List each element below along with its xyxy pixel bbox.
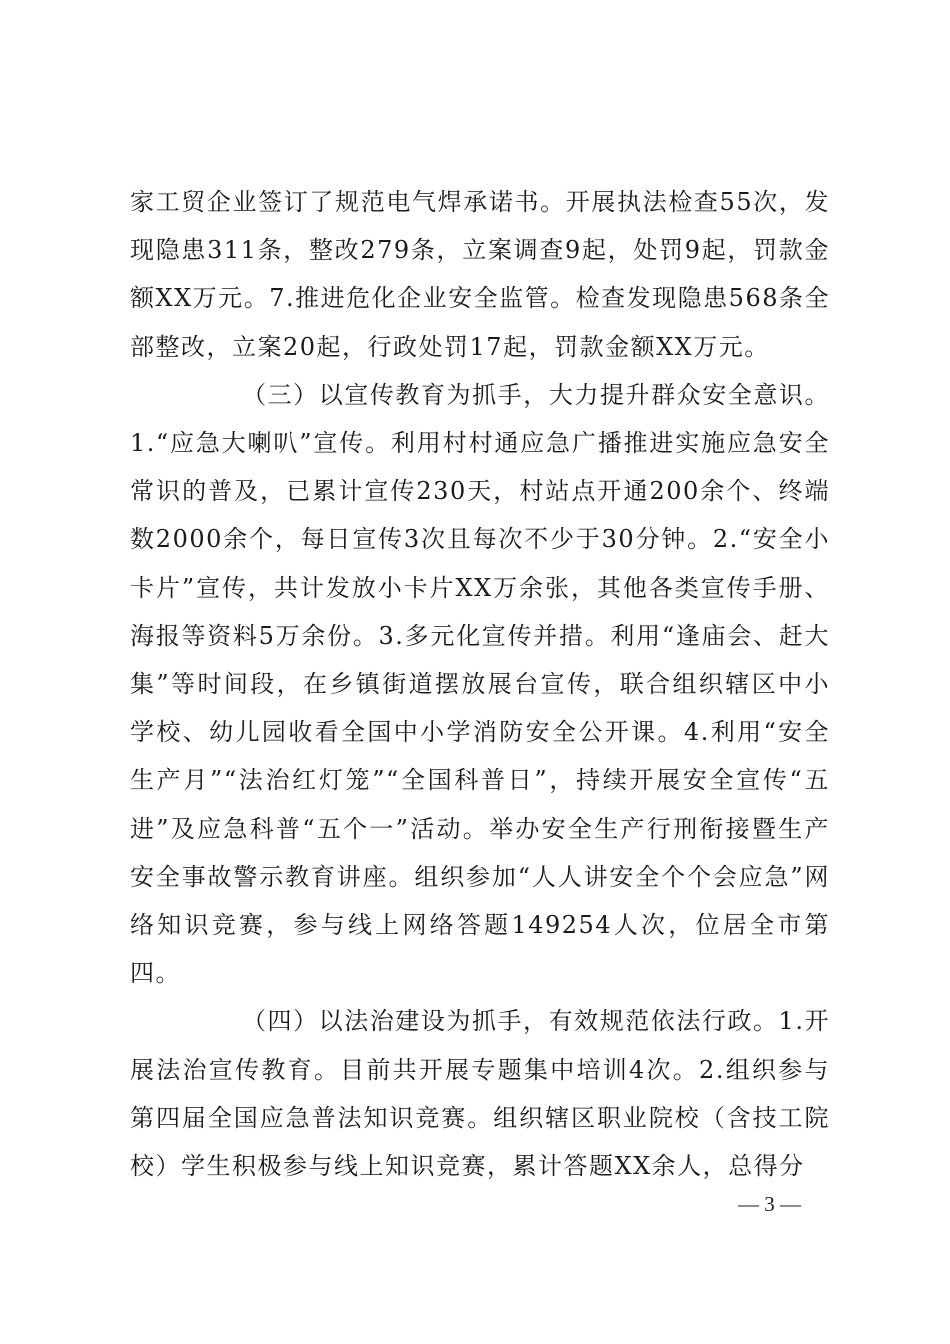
paragraph-text: 1.开展法治宣传教育。目前共开展专题集中培训4次。2.组织参与第四届全国应急普法知识竞赛。组织辖区职业院校（含技工院校）学生积极参与线上知识竞赛，累计答题XX余人，总得分 bbox=[130, 1007, 830, 1181]
paragraph-text: 1.“应急大喇叭”宣传。利用村村通应急广播推进实施应急安全常识的普及，已累计宣传230天，村站点开通200余个、终端数2000余个，每日宣传3次且每次不少于30分钟。2.“安全小卡片”宣传，共计发放小卡片XX万余张，其他各类宣传手册、海报等资料5万余份。3.多元化宣传并措。利用“逢庙会、赶大集”等时间段，在乡镇街道摆放展台宣传，联合组织辖区中小学校、幼儿园收看全国中小学消防安全公开课。4.利用“安全生产月”“法治红灯笼”“全国科普日”，持续开展安全宣传“五进”及应急科普“五个一”活动。举办安全生产行刑衔接暨生产安全事故警示教育讲座。组织参加“人人讲安全个个会应急”网络知识竞赛，参与线上网络答题149254人次，位居全市第四。 bbox=[130, 429, 830, 988]
section-heading-three: （三）以宣传教育为抓手，大力提升群众安全意识。 bbox=[242, 380, 830, 409]
section-heading-four: （四）以法治建设为抓手，有效规范依法行政。 bbox=[242, 1007, 779, 1036]
page-number: — 3 — bbox=[738, 1192, 801, 1216]
paragraph-text: 家工贸企业签订了规范电气焊承诺书。开展执法检查55次，发现隐患311条，整改279条，立案调查9起，处罚9起，罚款金额XX万元。7.推进危化企业安全监管。检查发现隐患568条全部整改，立案20起，行政处罚17起，罚款金额XX万元。 bbox=[130, 188, 830, 361]
paragraph-publicity-education bbox=[130, 371, 830, 998]
paragraph-rule-of-law bbox=[130, 997, 830, 1190]
document-body bbox=[130, 178, 830, 1190]
paragraph-continuation bbox=[130, 178, 830, 371]
